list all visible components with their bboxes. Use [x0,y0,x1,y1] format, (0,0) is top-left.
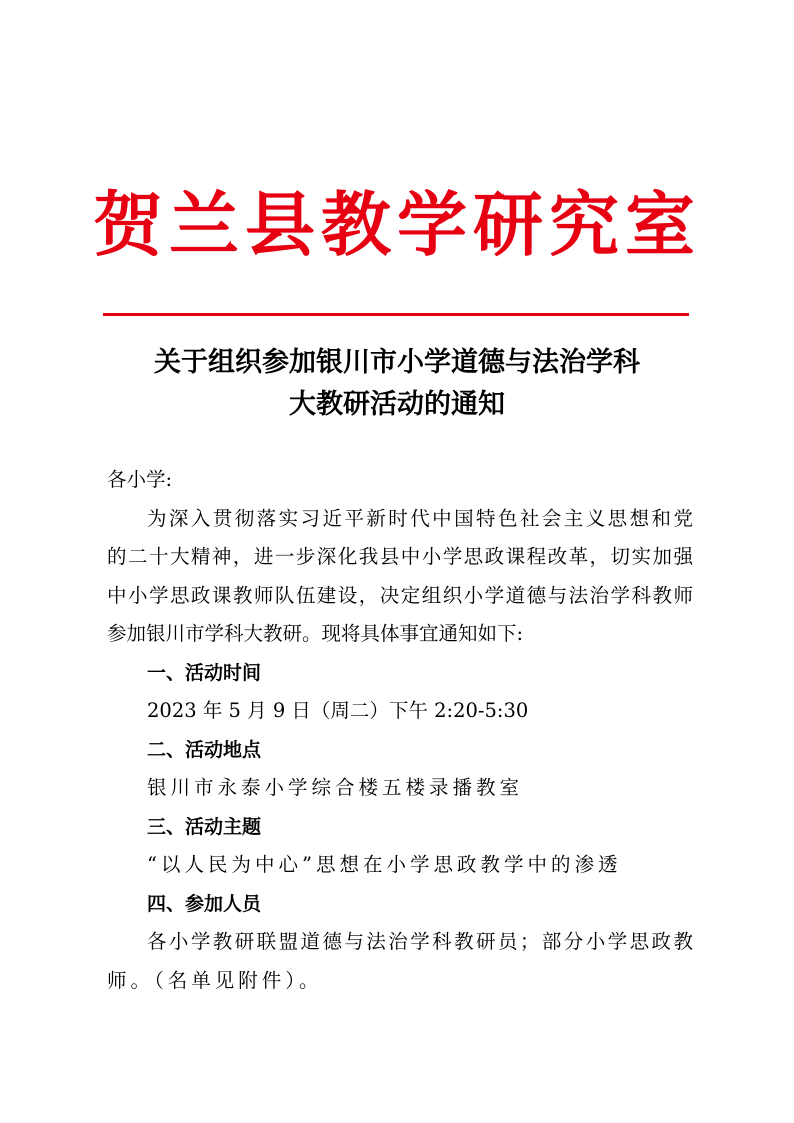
intro-line-2: 的二十大精神，进一步深化我县中小学思政课程改革，切实加强 [107,545,693,568]
section-time-content: 2023 年 5 月 9 日（周二）下午 2:20-5:30 [147,699,529,722]
section-theme-heading: 三、活动主题 [147,815,262,838]
intro-line-3: 中小学思政课教师队伍建设，决定组织小学道德与法治学科教师 [107,583,693,607]
red-divider-line [103,313,689,316]
section-place-content: 银川市永泰小学综合楼五楼录播教室 [147,776,524,799]
document-title-line-2: 大教研活动的通知 [289,389,505,420]
masthead-title: 贺兰县教学研究室 [93,183,701,266]
section-participants-line-2: 师。（名单见附件）。 [107,968,323,992]
section-place-heading: 二、活动地点 [147,738,262,761]
section-time-heading: 一、活动时间 [147,661,262,684]
section-participants-heading: 四、参加人员 [147,892,262,915]
document-body [107,461,693,1000]
intro-line-4: 参加银川市学科大教研。现将具体事宜通知如下: [107,622,524,645]
intro-line-1: 为深入贯彻落实习近平新时代中国特色社会主义思想和党 [147,506,693,530]
section-participants-line-1: 各小学教研联盟道德与法治学科教研员；部分小学思政教 [147,930,693,953]
section-theme-content: “以人民为中心”思想在小学思政教学中的渗透 [147,853,622,876]
document-title-line-1: 关于组织参加银川市小学道德与法治学科 [154,347,640,378]
salutation: 各小学: [107,468,173,491]
document-title [0,342,794,426]
